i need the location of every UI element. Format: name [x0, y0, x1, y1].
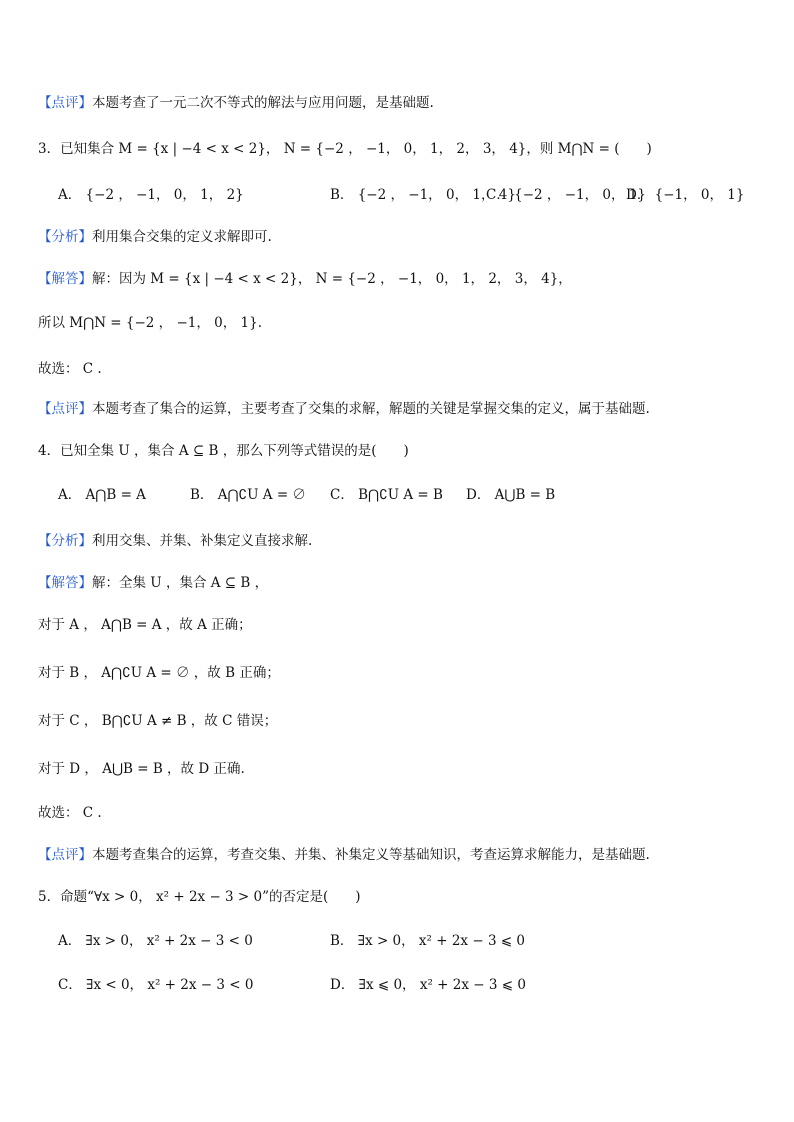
comment-text: 本题考查集合的运算，考查交集、并集、补集定义等基础知识，考查运算求解能力，是基础题. — [92, 847, 650, 863]
q4-comment — [38, 846, 650, 864]
q3-option-c: C． {−2 ， −1， 0， 1} — [486, 187, 646, 203]
q3-analysis — [38, 228, 272, 246]
analysis-tag: 【分析】 — [38, 229, 92, 245]
comment-tag: 【点评】 — [38, 847, 92, 863]
comment-tag: 【点评】 — [38, 401, 92, 417]
q5-option-d: D． ∃x ⩽ 0， x² + 2x − 3 ⩽ 0 — [330, 977, 526, 993]
q4-step-c: 对于 C ， B⋂∁U A ≠ B ，故 C 错误； — [38, 713, 278, 729]
q3-choice: 故选： C . — [38, 361, 102, 377]
q4-answer — [38, 574, 268, 592]
answer-text: 解：全集 U ，集合 A ⊆ B ， — [92, 575, 269, 591]
q4-step-b: 对于 B ， A⋂∁U A = ∅ ，故 B 正确； — [38, 665, 280, 681]
comment-tag: 【点评】 — [38, 95, 92, 111]
q5-option-a: A． ∃x > 0， x² + 2x − 3 < 0 — [58, 933, 253, 949]
q3-step: 所以 M⋂N = {−2 ， −1， 0， 1}. — [38, 315, 263, 331]
q2-comment — [38, 94, 434, 112]
q3-answer — [38, 270, 572, 288]
q4-step-a: 对于 A ， A⋂B = A ，故 A 正确； — [38, 617, 252, 633]
q4-analysis — [38, 532, 312, 550]
comment-text: 本题考查了一元二次不等式的解法与应用问题，是基础题. — [92, 95, 434, 111]
q4-option-b: B． A⋂∁U A = ∅ — [190, 487, 306, 503]
q3-comment — [38, 400, 650, 418]
q3-stem: 3．已知集合 M = {x | −4 < x < 2}， N = {−2 ， −1， 0， 1， 2， 3， 4}，则 M⋂N = ( ) — [38, 141, 652, 157]
q4-option-d: D． A⋃B = B — [466, 487, 556, 503]
answer-tag: 【解答】 — [38, 575, 92, 591]
answer-text: 解：因为 M = {x | −4 < x < 2}， N = {−2 ， −1， 0， 1， 2， 3， 4}， — [92, 271, 572, 287]
q4-step-d: 对于 D ， A⋃B = B ，故 D 正确. — [38, 761, 245, 777]
q5-stem: 5．命题“∀x > 0， x² + 2x − 3 > 0”的否定是( ) — [38, 889, 361, 905]
answer-tag: 【解答】 — [38, 271, 92, 287]
q4-option-c: C． B⋂∁U A = B — [330, 487, 443, 503]
q3-option-b: B． {−2 ， −1， 0， 1， 4} — [330, 187, 516, 203]
q5-option-c: C． ∃x < 0， x² + 2x − 3 < 0 — [58, 977, 254, 993]
analysis-text: 利用集合交集的定义求解即可. — [92, 229, 272, 245]
q3-option-d: D． {−1， 0， 1} — [626, 187, 745, 203]
q4-choice: 故选： C . — [38, 805, 102, 821]
q3-option-a: A． {−2 ， −1， 0， 1， 2} — [58, 187, 244, 203]
analysis-text: 利用交集、并集、补集定义直接求解. — [92, 533, 313, 549]
q4-stem: 4．已知全集 U ，集合 A ⊆ B ，那么下列等式错误的是( ) — [38, 443, 409, 459]
q5-option-b: B． ∃x > 0， x² + 2x − 3 ⩽ 0 — [330, 933, 526, 949]
q4-option-a: A． A⋂B = A — [58, 487, 146, 503]
comment-text: 本题考查了集合的运算，主要考查了交集的求解，解题的关键是掌握交集的定义，属于基础题. — [92, 401, 650, 417]
analysis-tag: 【分析】 — [38, 533, 92, 549]
